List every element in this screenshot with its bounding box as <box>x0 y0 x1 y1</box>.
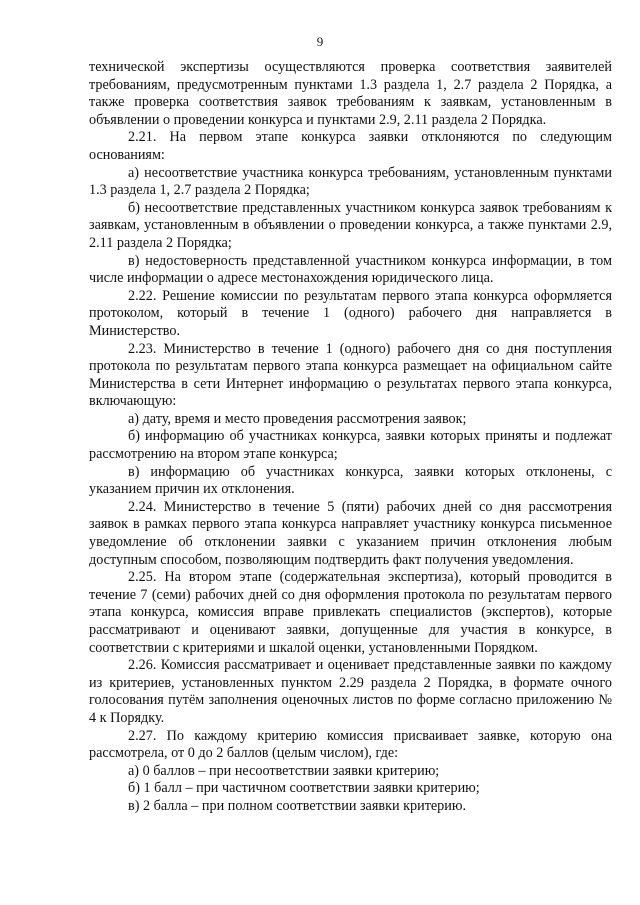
paragraph: 2.24. Министерство в течение 5 (пяти) рабочих дней со дня рассмотрения заявок в рамках первого этапа конкурса направляет участнику конкурса письменное уведомление об отклонении заявки с указанием причин отклонения любым доступным способом, позволяющим подтвердить факт получения уведомления. <box>89 498 612 568</box>
paragraph: 2.25. На втором этапе (содержательная экспертиза), который проводится в течение 7 (семи) рабочих дней со дня оформления протокола по результатам первого этапа конкурса, комиссия вправе привлекать специалистов (экспертов), которые рассматривают и оценивают заявки, допущенные для участия в конкурсе, в соответствии с критериями и шкалой оценки, установленными Порядком. <box>89 569 612 656</box>
paragraph: в) информацию об участниках конкурса, заявки которых отклонены, с указанием причин их отклонения. <box>89 463 612 498</box>
paragraph: 2.27. По каждому критерию комиссия присваивает заявке, которую она рассмотрела, от 0 до 2 баллов (целым числом), где: <box>89 727 612 762</box>
paragraph: в) 2 балла – при полном соответствии заявки критерию. <box>128 797 467 814</box>
paragraph: а) несоответствие участника конкурса требованиям, установленным пунктами 1.3 раздела 1, 2.7 раздела 2 Порядка; <box>89 164 612 199</box>
body-text <box>89 59 612 816</box>
page-number: 9 <box>316 34 324 49</box>
paragraph: б) информацию об участниках конкурса, заявки которых приняты и подлежат рассмотрению на втором этапе конкурса; <box>89 428 612 463</box>
paragraph: а) дату, время и место проведения рассмотрения заявок; <box>128 410 467 427</box>
paragraph: 2.23. Министерство в течение 1 (одного) рабочего дня со дня поступления протокола по результатам первого этапа конкурса размещает на официальном сайте Министерства в сети Интернет информацию о результатах первого этапа конкурса, включающую: <box>89 340 612 410</box>
paragraph: в) недостоверность представленной участником конкурса информации, в том числе информации о адресе местонахождения юридического лица. <box>89 252 612 287</box>
paragraph: 2.26. Комиссия рассматривает и оценивает представленные заявки по каждому из критериев, установленных пунктом 2.29 раздела 2 Порядка, в формате очного голосования путём заполнения оценочных листов по форме согласно приложению № 4 к Порядку. <box>89 657 612 726</box>
paragraph: б) 1 балл – при частичном соответствии заявки критерию; <box>128 780 480 797</box>
paragraph: б) несоответствие представленных участником конкурса заявок требованиям к заявкам, установленным в объявлении о проведении конкурса, а также пунктами 2.9, 2.11 раздела 2 Порядка; <box>89 199 612 251</box>
paragraph: 2.22. Решение комиссии по результатам первого этапа конкурса оформляется протоколом, который в течение 1 (одного) рабочего дня направляется в Министерство. <box>89 287 612 339</box>
paragraph: 2.21. На первом этапе конкурса заявки отклоняются по следующим основаниям: <box>89 129 612 163</box>
paragraph: а) 0 баллов – при несоответствии заявки критерию; <box>128 762 440 779</box>
paragraph: технической экспертизы осуществляются проверка соответствия заявителей требованиям, предусмотренным пунктами 1.3 раздела 1, 2.7 раздела 2 Порядка, а также проверка соответствия заявок требованиям к заявкам, установленным в объявлении о проведении конкурса и пунктами 2.9, 2.11 раздела 2 Порядка. <box>89 59 612 128</box>
